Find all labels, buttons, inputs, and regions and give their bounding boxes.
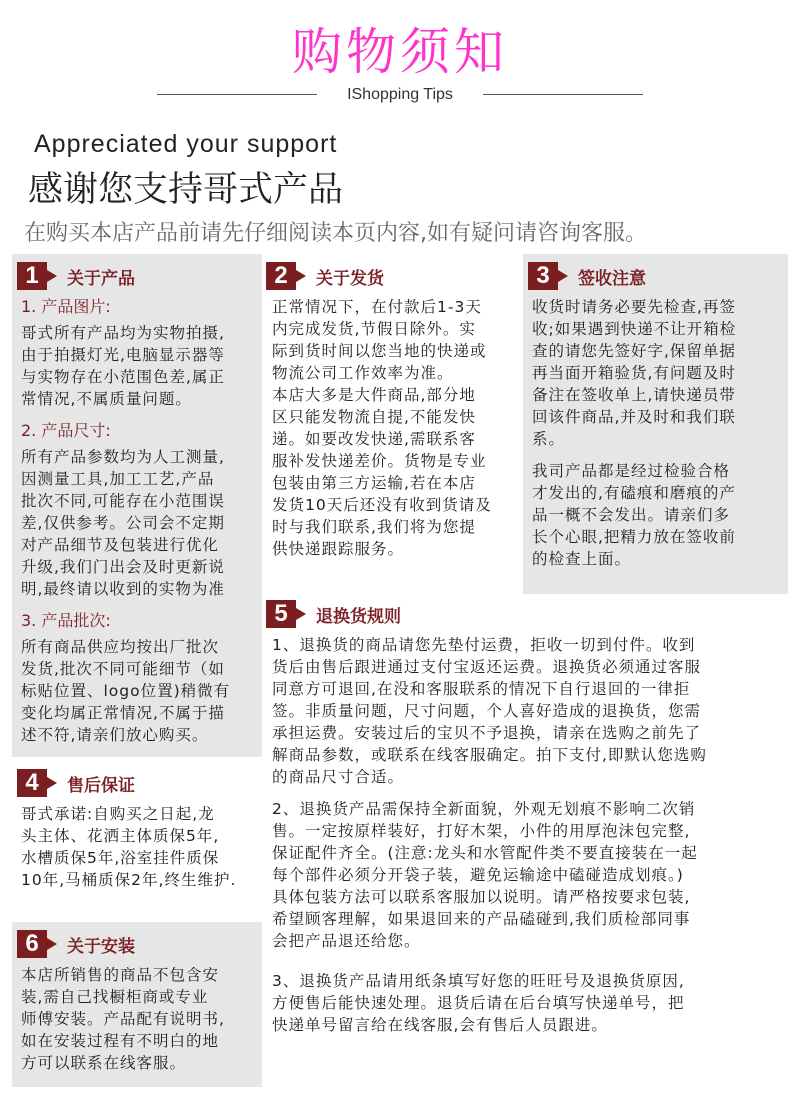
text-line: 所有产品参数均为人工测量, <box>21 448 225 466</box>
text-line: 递。如要改发快递,需联系客 <box>272 430 476 448</box>
text-line: 的检查上面。 <box>532 550 632 568</box>
text-line: 如在安装过程有不明白的地 <box>21 1032 220 1050</box>
section-header <box>17 769 270 797</box>
text-line: 与实物存在小范围色差,属正 <box>21 368 225 386</box>
text-line: 正常情况下，在付款后1-3天 <box>272 298 482 316</box>
text-line: 因测量工具,加工工艺,产品 <box>21 470 215 488</box>
subheading: 2. 产品尺寸: <box>21 421 111 440</box>
text-line: 10年,马桶质保2年,终生维护. <box>21 871 237 889</box>
text-line: 收货时请务必要先检查,再签 <box>532 298 736 316</box>
text-line: 我司产品都是经过检验合格 <box>532 462 731 480</box>
paragraph <box>532 460 788 570</box>
paragraph <box>272 970 796 1036</box>
text-line: 水槽质保5年,浴室挂件质保 <box>21 849 220 867</box>
section-about-product <box>12 254 262 757</box>
text-line: 标贴位置、logo位置)稍微有 <box>21 682 231 700</box>
paragraph <box>272 798 796 952</box>
section-number-badge: 4 <box>17 769 47 797</box>
section-number-badge: 5 <box>266 600 296 628</box>
text-line: 售。一定按原样装好，打好木架，小件的用厚泡沫包完整, <box>272 822 691 840</box>
subheading: 1. 产品图片: <box>21 297 111 316</box>
section-installation <box>12 922 262 1087</box>
text-line: 明,最终请以收到的实物为准 <box>21 580 225 598</box>
divider <box>483 94 643 95</box>
text-line: 装,需自己找橱柜商或专业 <box>21 988 209 1006</box>
section-title: 售后保证 <box>67 775 135 796</box>
text-line: 再当面开箱验货,有问题及时 <box>532 364 736 382</box>
text-line: 差,仅供参考。公司会不定期 <box>21 514 225 532</box>
section-return-rules <box>266 600 796 1050</box>
text-line: 每个部件必须分开袋子装，避免运输途中磕碰造成划痕。) <box>272 866 684 884</box>
paragraph <box>272 296 522 560</box>
section-shipping <box>266 258 522 588</box>
text-line: 回该件商品,并及时和我们联 <box>532 408 736 426</box>
text-line: 承担运费。安装过后的宝贝不予退换，请亲在选购之前先了 <box>272 724 702 742</box>
arrow-icon <box>47 777 57 789</box>
section-title: 退换货规则 <box>316 606 401 627</box>
text-line: 希望顾客理解，如果退回来的产品磕碰到,我们质检部同事 <box>272 910 691 928</box>
text-line: 哥式承诺:自购买之日起,龙 <box>21 805 215 823</box>
text-line: 际到货时间以您当地的快递或 <box>272 342 487 360</box>
text-line: 变化均属正常情况,不属于描 <box>21 704 225 722</box>
arrow-icon <box>47 270 57 282</box>
text-line: 包装由第三方运输,若在本店 <box>272 474 476 492</box>
text-line: 备注在签收单上,请快递员带 <box>532 386 736 404</box>
page-title: 购物须知 <box>292 23 508 81</box>
text-line: 批次不同,可能存在小范围误 <box>21 492 225 510</box>
text-line: 方可以联系在线客服。 <box>21 1054 187 1072</box>
section-title: 关于安装 <box>67 936 135 957</box>
section-title: 关于产品 <box>67 268 135 289</box>
section-number-badge: 3 <box>528 262 558 290</box>
text-line: 物流公司工作效率为准。 <box>272 364 454 382</box>
paragraph <box>272 634 796 788</box>
section-header <box>17 262 262 290</box>
text-line: 解商品参数，或联系在线客服确定。拍下支付,即默认您选购 <box>272 746 707 764</box>
text-line: 的商品尺寸合适。 <box>272 768 405 786</box>
paragraph <box>21 420 262 600</box>
subtitle-text: IShopping Tips <box>347 86 453 103</box>
section-number-badge: 6 <box>17 930 47 958</box>
text-line: 快递单号留言给在线客服,会有售后人员跟进。 <box>272 1016 608 1034</box>
text-line: 区只能发物流自提,不能发快 <box>272 408 476 426</box>
paragraph <box>532 296 788 450</box>
text-line: 发货,批次不同可能细节（如 <box>21 660 225 678</box>
text-line: 方便售后能快速处理。退货后请在后台填写快递单号，把 <box>272 994 685 1012</box>
text-line: 哥式所有产品均为实物拍摄, <box>21 324 225 342</box>
text-line: 头主体、花洒主体质保5年, <box>21 827 220 845</box>
text-line: 对产品细节及包装进行优化 <box>21 536 220 554</box>
text-line: 所有商品供应均按出厂批次 <box>21 638 220 656</box>
text-line: 服补发快递差价。货物是专业 <box>272 452 487 470</box>
text-line: 签。非质量问题，尺寸问题，个人喜好造成的退换货，您需 <box>272 702 702 720</box>
section-title: 签收注意 <box>578 268 646 289</box>
text-line: 时与我们联系,我们将为您提 <box>272 518 476 536</box>
notice-text: 在购买本店产品前请先仔细阅读本页内容,如有疑问请咨询客服。 <box>24 221 647 246</box>
arrow-icon <box>296 608 306 620</box>
paragraph <box>21 610 262 746</box>
section-header <box>266 600 796 628</box>
text-line: 本店大多是大件商品,部分地 <box>272 386 476 404</box>
text-line: 同意方可退回,在没和客服联系的情况下自行退回的一律拒 <box>272 680 691 698</box>
text-line: 升级,我们门出会及时更新说 <box>21 558 225 576</box>
arrow-icon <box>296 270 306 282</box>
text-line: 收;如果遇到快递不让开箱检 <box>532 320 737 338</box>
section-receipt-notes <box>523 254 788 594</box>
text-line: 会把产品退还给您。 <box>272 932 421 950</box>
text-line: 具体包装方法可以联系客服加以说明。请严格按要求包装, <box>272 888 691 906</box>
text-line: 系。 <box>532 430 566 448</box>
appreciate-text: Appreciated your support <box>34 130 338 158</box>
text-line: 发货10天后还没有收到货请及 <box>272 496 492 514</box>
arrow-icon <box>558 270 568 282</box>
section-header <box>528 262 788 290</box>
text-line: 述不符,请亲们放心购买。 <box>21 726 209 744</box>
text-line: 保证配件齐全。(注意:龙头和水管配件类不要直接装在一起 <box>272 844 698 862</box>
text-line: 本店所销售的商品不包含安 <box>21 966 220 984</box>
text-line: 才发出的,有磕痕和磨痕的产 <box>532 484 736 502</box>
paragraph <box>21 296 262 410</box>
text-line: 品一概不会发出。请亲们多 <box>532 506 731 524</box>
text-line: 常情况,不属质量问题。 <box>21 390 192 408</box>
subheading: 3. 产品批次: <box>21 611 111 630</box>
text-line: 3、退换货产品请用纸条填写好您的旺旺号及退换货原因, <box>272 972 685 990</box>
section-after-sales <box>12 765 270 895</box>
text-line: 由于拍摄灯光,电脑显示器等 <box>21 346 225 364</box>
subtitle <box>0 86 800 104</box>
section-header <box>266 262 522 290</box>
text-line: 长个心眼,把精力放在签收前 <box>532 528 736 546</box>
paragraph <box>21 803 270 891</box>
text-line: 2、退换货产品需保持全新面貌，外观无划痕不影响二次销 <box>272 800 696 818</box>
text-line: 师傅安装。产品配有说明书, <box>21 1010 225 1028</box>
section-title: 关于发货 <box>316 268 384 289</box>
thanks-heading: 感谢您支持哥式产品 <box>28 170 344 210</box>
text-line: 供快递跟踪服务。 <box>272 540 405 558</box>
text-line: 查的请您先签好字,保留单据 <box>532 342 736 360</box>
text-line: 货后由售后跟进通过支付宝返还运费。退换货必须通过客服 <box>272 658 702 676</box>
paragraph <box>21 964 262 1074</box>
section-header <box>17 930 262 958</box>
text-line: 1、退换货的商品请您先垫付运费，拒收一切到付件。收到 <box>272 636 696 654</box>
divider <box>157 94 317 95</box>
section-number-badge: 1 <box>17 262 47 290</box>
section-number-badge: 2 <box>266 262 296 290</box>
text-line: 内完成发货,节假日除外。实 <box>272 320 476 338</box>
arrow-icon <box>47 938 57 950</box>
